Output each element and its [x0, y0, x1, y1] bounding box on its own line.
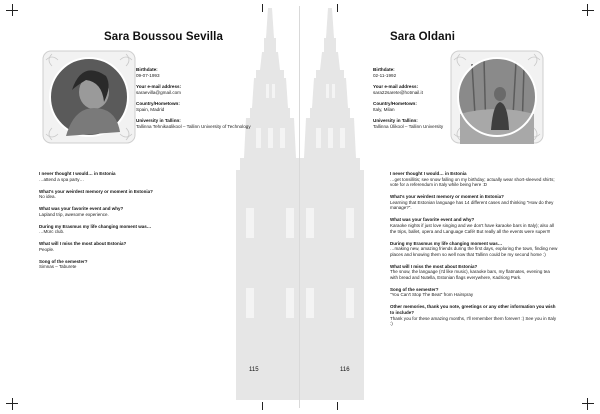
qa-item: [39, 259, 189, 270]
answer: No idea.: [39, 194, 56, 200]
answer: The snow, the language (I'd like music), karaoke bars, my flatmates, evening tea with bread and Nutella, Estonian flags everywhere, Kadriorg Park.: [390, 269, 550, 280]
student-photo: [42, 50, 136, 144]
question: I never thought I would… in Estonia: [39, 171, 116, 176]
question: Other memories, thank you note, greetings or any other information you wish to include?: [390, 304, 556, 316]
question: What will I miss the most about Estonia?: [390, 263, 478, 269]
student-name: Sara Oldani: [390, 31, 456, 43]
qa-item: [390, 241, 558, 258]
info-label: Your e-mail address:: [136, 83, 182, 89]
answer: People.: [39, 246, 55, 252]
info-label: Country/Hometown:: [373, 100, 417, 106]
info-item: [136, 84, 266, 96]
question: What's your weirdest memory or moment in Estonia?: [39, 188, 153, 194]
qa-item: [39, 224, 189, 235]
question: I never thought I would… in Estonia: [390, 171, 467, 176]
questionnaire: [390, 171, 558, 333]
info-label: University in Tallinn:: [373, 117, 418, 123]
answer: …get tonsillitis; see snow falling on my birthday; actually wear short-sleeved shirts; vote for a referendum in Italy while being here :D: [390, 176, 555, 188]
question: During my Erasmus my life changing moment was…: [390, 240, 503, 246]
answer: Karaoke nights if just love singing and we don't have karaoke bars in Italy); also all the trips, ballet, opera and Language Café! But really all the events were super!!!: [390, 222, 554, 234]
info-label: Birthdate:: [373, 67, 395, 72]
qa-item: [390, 171, 558, 188]
info-item: [136, 67, 266, 79]
answer: …making new, amazing friends during the first days, exploring the town, finding new places and knowing them so well now that Tallinn could be my second home :): [390, 246, 558, 257]
qa-item: [390, 264, 558, 281]
answer: "You Can't Stop The Beat" from Hairspray: [390, 292, 474, 298]
info-value: Italy, Milan: [373, 106, 395, 112]
info-label: Your e-mail address:: [373, 83, 419, 89]
info-label: Birthdate:: [136, 67, 158, 72]
info-value: Tallinna Ülikool – Tallinn University: [373, 123, 444, 129]
question: What will I miss the most about Estonia?: [39, 241, 127, 247]
page-number: 116: [340, 367, 350, 373]
personal-info: [373, 67, 503, 135]
question: What was your favorite event and why?: [39, 206, 124, 212]
qa-item: [390, 194, 558, 211]
info-item: [136, 101, 266, 113]
qa-item: [39, 171, 189, 182]
info-value: sara22sarete@hotmail.it: [373, 89, 423, 95]
answer: Thank you for these amazing months, I'll remember them forever! :) See you in Italy :): [390, 315, 557, 327]
info-value: 02-11-1992: [373, 72, 397, 78]
answer: Lapland trip, awesome experience.: [39, 211, 109, 217]
qa-item: [390, 304, 558, 326]
qa-item: [390, 287, 558, 298]
answer: …attend a spa party…: [39, 176, 85, 182]
qa-item: [39, 189, 189, 200]
info-value: Spain, Madrid: [136, 106, 165, 112]
questionnaire: [39, 171, 189, 276]
qa-item: [39, 206, 189, 217]
answer: …Mürc club.: [39, 229, 65, 235]
info-item: [373, 67, 503, 79]
page-number: 115: [249, 367, 259, 373]
question: Song of the semester?: [39, 258, 88, 264]
info-item: [373, 118, 503, 130]
answer: Learning that Estonian language has 14 different cases and thinking "How do they manage?".: [390, 199, 554, 211]
personal-info: [136, 67, 266, 135]
info-value: saraevilla@gmail.com: [136, 89, 181, 95]
info-label: University in Tallinn:: [136, 117, 181, 123]
info-item: [136, 118, 266, 130]
right-page: [300, 0, 600, 414]
info-value: Tallinna Tehnikaülikool – Tallinn University of Technology: [136, 123, 251, 129]
question: During my Erasmus my life changing moment was…: [39, 223, 152, 229]
student-name: Sara Boussou Sevilla: [104, 31, 223, 43]
info-value: 09-07-1993: [136, 72, 160, 78]
qa-item: [39, 241, 189, 252]
answer: Simnas – Taburete: [39, 264, 77, 270]
question: What was your favorite event and why?: [390, 217, 475, 223]
question: What's your weirdest memory or moment in Estonia?: [390, 194, 504, 200]
info-item: [373, 84, 503, 96]
qa-item: [390, 217, 558, 234]
info-item: [373, 101, 503, 113]
info-label: Country/Hometown:: [136, 100, 180, 106]
question: Song of the semester?: [390, 286, 439, 292]
